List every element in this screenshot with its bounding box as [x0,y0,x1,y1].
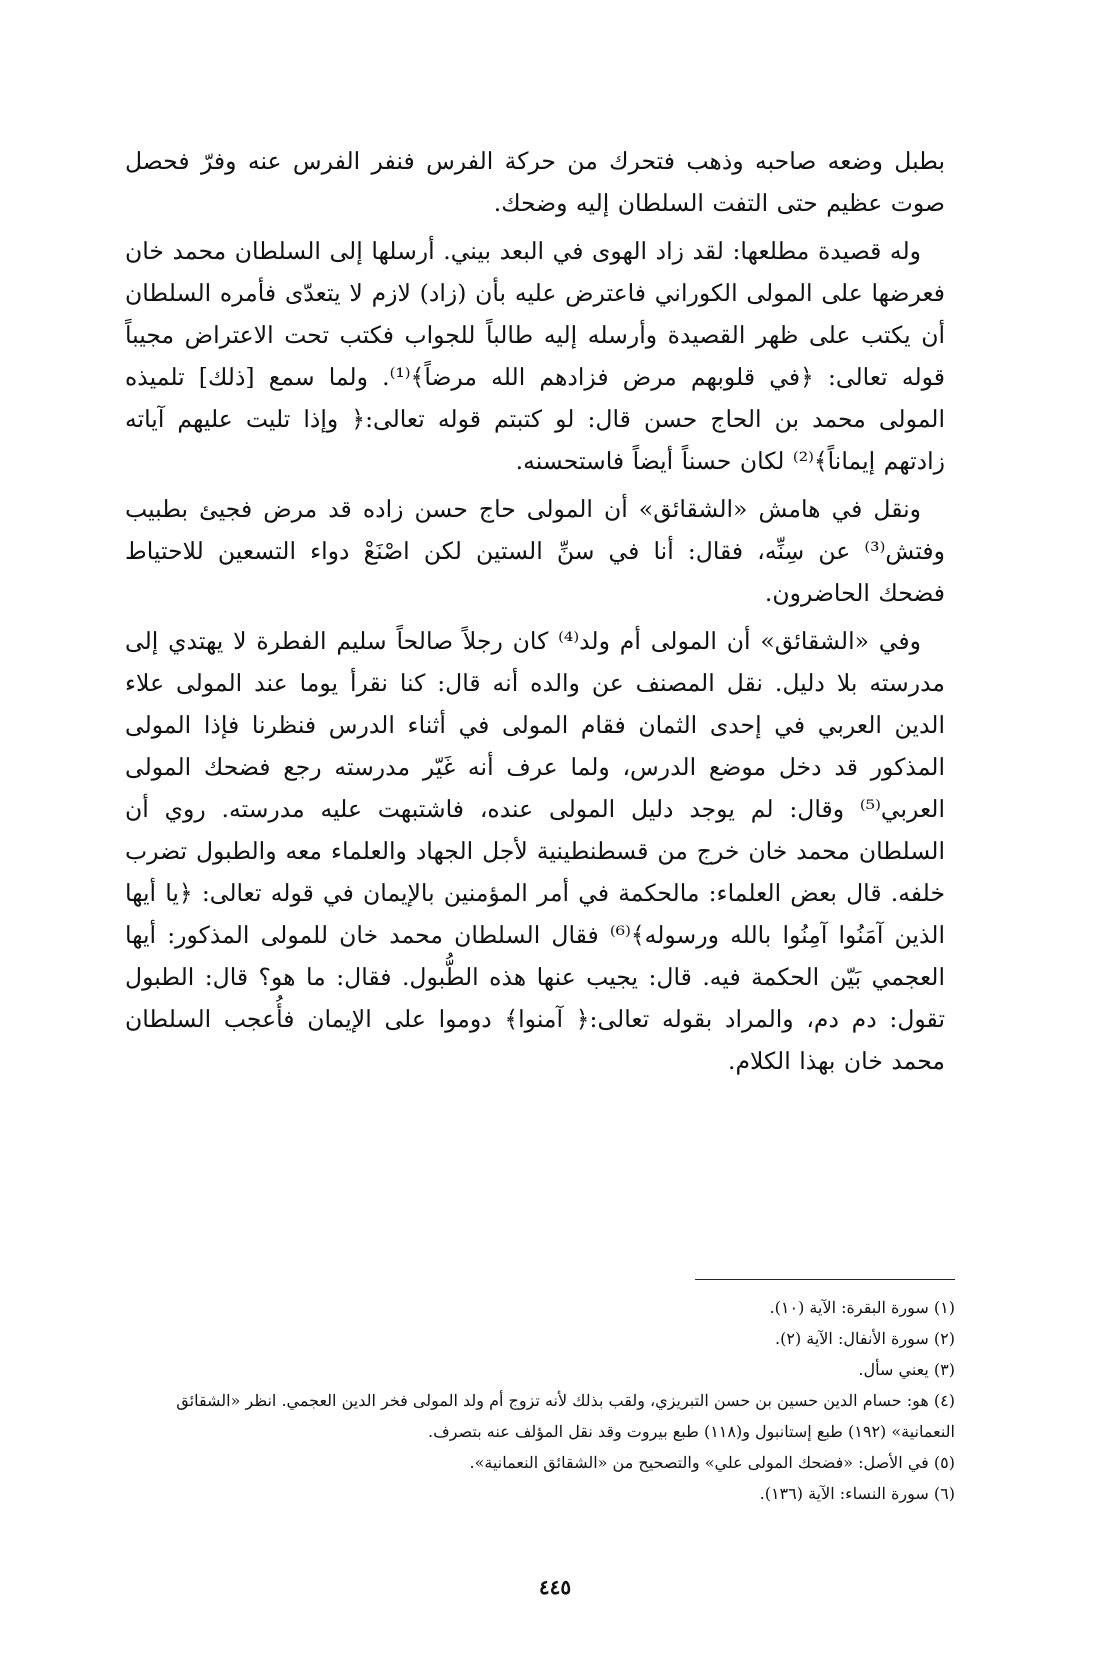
paragraph-4: وفي «الشقائق» أن المولى أم ولد⁽⁴⁾ كان رجلاً صالحاً سليم الفطرة لا يهتدي إلى مدرسته بلا دليل. نقل المصنف عن والده أنه قال: كنا نقرأ يوما عند المولى علاء الدين العربي في إحدى الثمان فقام المولى في أثناء الدرس فنظرنا فإذا المولى المذكور قد دخل موضع الدرس، ولما عرف أنه غَيّر مدرسته رجع فضحك المولى العربي⁽⁵⁾ وقال: لم يوجد دليل المولى عنده، فاشتبهت عليه مدرسته. روي أن السلطان محمد خان خرج من قسطنطينية لأجل الجهاد والعلماء معه والطبول تضرب خلفه. قال بعض العلماء: مالحكمة في أمر المؤمنين بالإيمان في قوله تعالى: ﴿يا أيها الذين آمَنُوا آمِنُوا بالله ورسوله﴾⁽⁶⁾ فقال السلطان محمد خان للمولى المذكور: أيها العجمي بَيّن الحكمة فيه. قال: يجيب عنها هذه الطُّبول. فقال: ما هو؟ قال: الطبول تقول: دم دم، والمراد بقوله تعالى:﴿ آمنوا﴾ دوموا على الإيمان فأُعجب السلطان محمد خان بهذا الكلام. [125,627,945,1075]
main-text [125,140,945,1082]
footnote-3: (٣) يعني سأل. [858,1360,955,1379]
footnote-5: (٥) في الأصل: «فضحك المولى علي» والتصحيح من «الشقائق النعمانية». [469,1453,955,1472]
page-number: ٤٤٥ [538,1575,572,1599]
footnotes [125,1292,955,1509]
footnote-6: (٦) سورة النساء: الآية (١٣٦). [759,1484,955,1503]
paragraph-1: بطبل وضعه صاحبه وذهب فتحرك من حركة الفرس فنفر الفرس عنه وفرّ فحصل صوت عظيم حتى التفت السلطان إليه وضحك. [125,147,945,217]
footnote-separator [695,1279,955,1280]
footnote-4: (٤) هو: حسام الدين حسين بن حسن التبريزي، ولقب بذلك لأنه تزوج أم ولد المولى فخر الدين العجمي. انظر «الشقائق النعمانية» (١٩٢) طبع إستانبول و(١١٨) طبع بيروت وقد نقل المؤلف عنه بتصرف. [176,1391,955,1441]
footnote-1: (١) سورة البقرة: الآية (١٠). [769,1298,955,1317]
paragraph-3: ونقل في هامش «الشقائق» أن المولى حاج حسن زاده قد مرض فجيئ بطبيب وفتش⁽³⁾ عن سِنِّه، فقال: أنا في سنِّ الستين لكن اصْنَعْ دواء التسعين للاحتياط فضحك الحاضرون. [125,495,945,607]
paragraph-2: وله قصيدة مطلعها: لقد زاد الهوى في البعد بيني. أرسلها إلى السلطان محمد خان فعرضها على المولى الكوراني فاعترض عليه بأن (زاد) لازم لا يتعدّى فأمره السلطان أن يكتب على ظهر القصيدة وأرسله إليه طالباً للجواب فكتب تحت الاعتراض مجيباً قوله تعالى: ﴿في قلوبهم مرض فزادهم الله مرضاً﴾⁽¹⁾. ولما سمع [ذلك] تلميذه المولى محمد بن الحاج حسن قال: لو كتبتم قوله تعالى:﴿ وإذا تليت عليهم آياته زادتهم إيماناً﴾⁽²⁾ لكان حسناً أيضاً فاستحسنه. [125,237,945,475]
footnote-2: (٢) سورة الأنفال: الآية (٢). [775,1329,955,1348]
